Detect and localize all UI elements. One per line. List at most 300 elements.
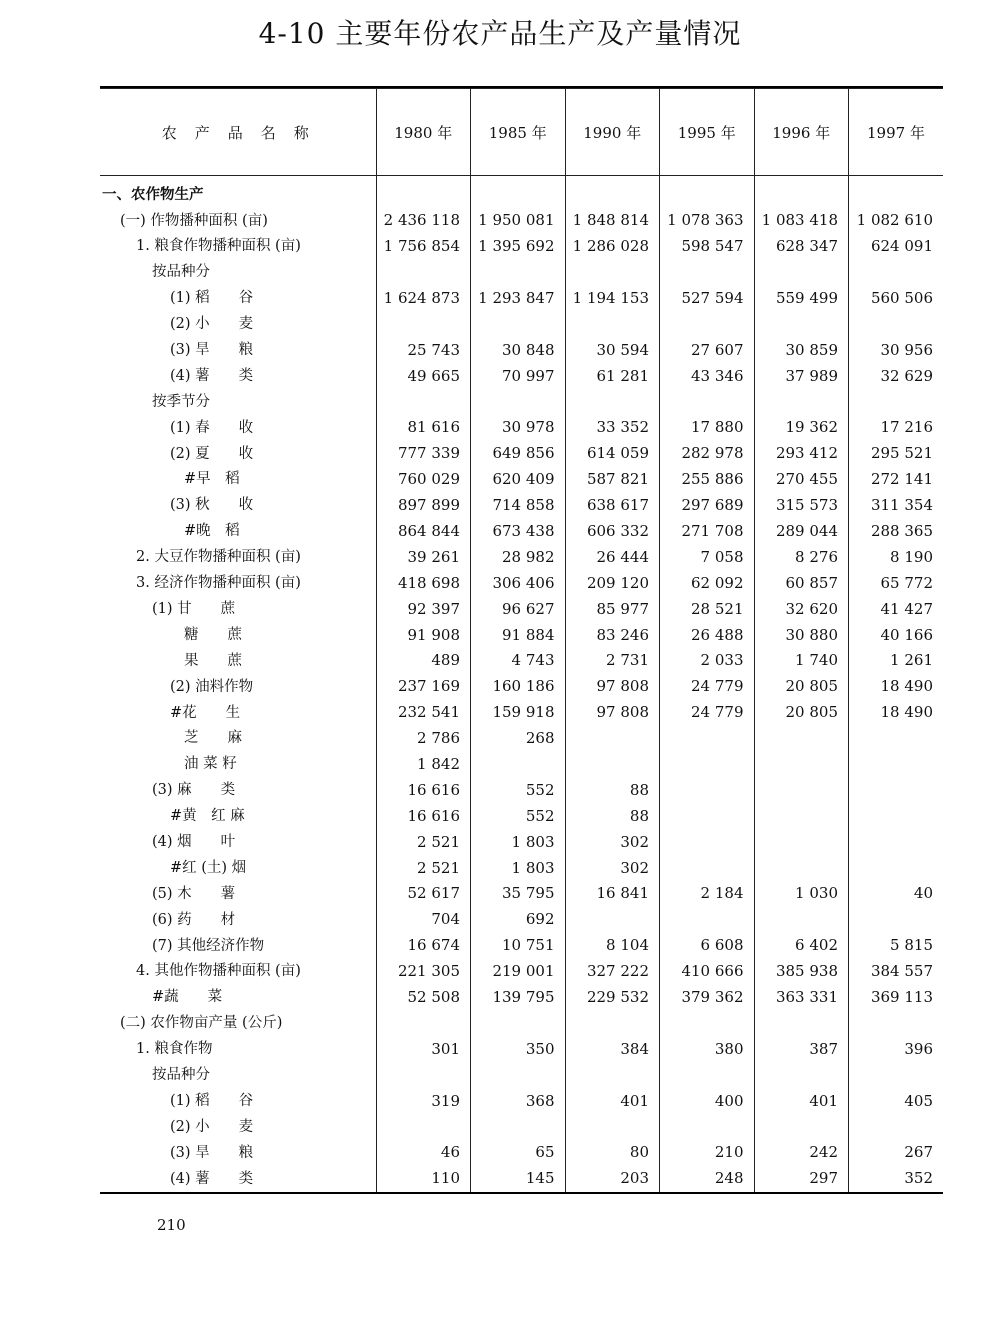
- cell-value: 293 412: [754, 441, 849, 467]
- cell-value: [660, 907, 755, 933]
- cell-value: 32 629: [849, 363, 944, 389]
- table-row: [100, 855, 943, 881]
- row-label: 芝 麻: [184, 730, 242, 747]
- cell-value: 552: [471, 803, 566, 829]
- row-label: (2) 油料作物: [170, 678, 254, 695]
- cell-value: [754, 1062, 849, 1088]
- cell-value: 5 815: [849, 933, 944, 959]
- cell-value: 1 740: [754, 648, 849, 674]
- cell-value: [376, 176, 471, 208]
- table-row: [100, 519, 943, 545]
- cell-value: 1 030: [754, 881, 849, 907]
- cell-value: 272 141: [849, 467, 944, 493]
- cell-value: 380: [660, 1036, 755, 1062]
- table-row: [100, 570, 943, 596]
- cell-value: 8 276: [754, 544, 849, 570]
- cell-value: 1 842: [376, 752, 471, 778]
- cell-value: 2 731: [565, 648, 660, 674]
- row-label: 果 蔗: [184, 652, 242, 669]
- cell-value: 327 222: [565, 959, 660, 985]
- cell-value: [660, 1114, 755, 1140]
- cell-value: [376, 260, 471, 286]
- cell-value: 649 856: [471, 441, 566, 467]
- cell-value: [660, 752, 755, 778]
- table-row: [100, 1114, 943, 1140]
- cell-value: 6 608: [660, 933, 755, 959]
- cell-value: [471, 1062, 566, 1088]
- cell-value: [660, 260, 755, 286]
- statistics-table: [100, 86, 943, 1194]
- cell-value: 384: [565, 1036, 660, 1062]
- cell-value: 52 508: [376, 985, 471, 1011]
- row-label: (3) 旱 粮: [170, 1144, 254, 1161]
- cell-value: [565, 907, 660, 933]
- table-row: [100, 700, 943, 726]
- cell-value: [849, 803, 944, 829]
- cell-value: 1 078 363: [660, 208, 755, 234]
- cell-value: 379 362: [660, 985, 755, 1011]
- cell-value: [471, 176, 566, 208]
- cell-value: [660, 1011, 755, 1037]
- cell-value: [754, 1114, 849, 1140]
- cell-value: 16 616: [376, 803, 471, 829]
- cell-value: [754, 389, 849, 415]
- row-label: 按季节分: [152, 393, 210, 410]
- cell-value: [849, 829, 944, 855]
- cell-value: 864 844: [376, 519, 471, 545]
- cell-value: 387: [754, 1036, 849, 1062]
- cell-value: 18 490: [849, 700, 944, 726]
- table-row: [100, 493, 943, 519]
- cell-value: 49 665: [376, 363, 471, 389]
- cell-value: 17 880: [660, 415, 755, 441]
- cell-value: 139 795: [471, 985, 566, 1011]
- row-label: (7) 其他经济作物: [152, 937, 265, 954]
- cell-value: 33 352: [565, 415, 660, 441]
- cell-value: [471, 260, 566, 286]
- cell-value: 1 293 847: [471, 286, 566, 312]
- cell-value: [471, 1114, 566, 1140]
- cell-value: [376, 1011, 471, 1037]
- cell-value: 30 848: [471, 337, 566, 363]
- cell-value: 46: [376, 1140, 471, 1166]
- cell-value: 295 521: [849, 441, 944, 467]
- table-row: [100, 959, 943, 985]
- cell-value: 560 506: [849, 286, 944, 312]
- cell-value: 28 982: [471, 544, 566, 570]
- cell-value: 65 772: [849, 570, 944, 596]
- row-label: #早 稻: [184, 471, 240, 488]
- cell-value: 385 938: [754, 959, 849, 985]
- table-row: [100, 881, 943, 907]
- cell-value: 1 950 081: [471, 208, 566, 234]
- header-year-1990: 1990 年: [565, 89, 660, 176]
- row-label: (3) 麻 类: [152, 782, 236, 799]
- cell-value: [660, 1062, 755, 1088]
- cell-value: [471, 311, 566, 337]
- cell-value: 160 186: [471, 674, 566, 700]
- row-label: (一) 作物播种面积 (亩): [120, 212, 268, 229]
- cell-value: 400: [660, 1088, 755, 1114]
- cell-value: 81 616: [376, 415, 471, 441]
- row-label: 4. 其他作物播种面积 (亩): [136, 963, 301, 980]
- cell-value: 598 547: [660, 234, 755, 260]
- cell-value: [849, 907, 944, 933]
- row-label: (1) 稻 谷: [170, 1092, 254, 1109]
- cell-value: 368: [471, 1088, 566, 1114]
- cell-value: 7 058: [660, 544, 755, 570]
- header-year-1980: 1980 年: [376, 89, 471, 176]
- cell-value: 40: [849, 881, 944, 907]
- cell-value: [565, 752, 660, 778]
- cell-value: 242: [754, 1140, 849, 1166]
- cell-value: 624 091: [849, 234, 944, 260]
- cell-value: 4 743: [471, 648, 566, 674]
- cell-value: 61 281: [565, 363, 660, 389]
- cell-value: [849, 260, 944, 286]
- cell-value: [376, 311, 471, 337]
- cell-value: 2 436 118: [376, 208, 471, 234]
- cell-value: 17 216: [849, 415, 944, 441]
- row-label: #红 (土) 烟: [170, 859, 247, 876]
- cell-value: 552: [471, 777, 566, 803]
- row-label: (1) 春 收: [170, 419, 254, 436]
- row-label: (6) 药 材: [152, 911, 236, 928]
- table-row: [100, 208, 943, 234]
- cell-value: 1 395 692: [471, 234, 566, 260]
- cell-value: 614 059: [565, 441, 660, 467]
- table-row: [100, 363, 943, 389]
- cell-value: 606 332: [565, 519, 660, 545]
- cell-value: 1 082 610: [849, 208, 944, 234]
- cell-value: 97 808: [565, 700, 660, 726]
- cell-value: 620 409: [471, 467, 566, 493]
- cell-value: 85 977: [565, 596, 660, 622]
- cell-value: 638 617: [565, 493, 660, 519]
- cell-value: [471, 389, 566, 415]
- row-label: (4) 烟 叶: [152, 833, 236, 850]
- cell-value: 1 194 153: [565, 286, 660, 312]
- cell-value: 315 573: [754, 493, 849, 519]
- table-row: [100, 985, 943, 1011]
- cell-value: 2 033: [660, 648, 755, 674]
- cell-value: [849, 1114, 944, 1140]
- cell-value: [565, 311, 660, 337]
- cell-value: 41 427: [849, 596, 944, 622]
- cell-value: [754, 855, 849, 881]
- row-label: (2) 小 麦: [170, 316, 254, 333]
- cell-value: [754, 260, 849, 286]
- cell-value: 1 756 854: [376, 234, 471, 260]
- cell-value: 219 001: [471, 959, 566, 985]
- cell-value: [754, 1011, 849, 1037]
- table-row: [100, 441, 943, 467]
- cell-value: [754, 829, 849, 855]
- table-row: [100, 648, 943, 674]
- row-label: 按品种分: [152, 1066, 210, 1083]
- cell-value: 40 166: [849, 622, 944, 648]
- cell-value: [754, 777, 849, 803]
- cell-value: 352: [849, 1166, 944, 1193]
- cell-value: [754, 311, 849, 337]
- cell-value: 91 908: [376, 622, 471, 648]
- row-label: 按品种分: [152, 264, 210, 281]
- row-label: (二) 农作物亩产量 (公斤): [120, 1015, 283, 1032]
- table-row: [100, 803, 943, 829]
- cell-value: 271 708: [660, 519, 755, 545]
- cell-value: 221 305: [376, 959, 471, 985]
- cell-value: 384 557: [849, 959, 944, 985]
- cell-value: 96 627: [471, 596, 566, 622]
- cell-value: 24 779: [660, 674, 755, 700]
- table-header-row: [100, 89, 943, 176]
- cell-value: [660, 855, 755, 881]
- cell-value: 19 362: [754, 415, 849, 441]
- cell-value: [565, 176, 660, 208]
- cell-value: 91 884: [471, 622, 566, 648]
- row-label: (3) 秋 收: [170, 497, 254, 514]
- table-row: [100, 752, 943, 778]
- cell-value: 282 978: [660, 441, 755, 467]
- cell-value: 289 044: [754, 519, 849, 545]
- cell-value: 30 594: [565, 337, 660, 363]
- cell-value: 270 455: [754, 467, 849, 493]
- cell-value: 16 674: [376, 933, 471, 959]
- table-row: [100, 674, 943, 700]
- table-row: [100, 907, 943, 933]
- cell-value: 350: [471, 1036, 566, 1062]
- header-year-1995: 1995 年: [660, 89, 755, 176]
- cell-value: 1 083 418: [754, 208, 849, 234]
- cell-value: [754, 176, 849, 208]
- row-label: (5) 木 薯: [152, 885, 236, 902]
- cell-value: 628 347: [754, 234, 849, 260]
- cell-value: [376, 1114, 471, 1140]
- cell-value: 16 841: [565, 881, 660, 907]
- cell-value: [565, 260, 660, 286]
- cell-value: 39 261: [376, 544, 471, 570]
- cell-value: [849, 726, 944, 752]
- cell-value: [849, 1062, 944, 1088]
- cell-value: [660, 829, 755, 855]
- cell-value: 237 169: [376, 674, 471, 700]
- cell-value: [660, 389, 755, 415]
- cell-value: 319: [376, 1088, 471, 1114]
- cell-value: 83 246: [565, 622, 660, 648]
- cell-value: 267: [849, 1140, 944, 1166]
- row-label: 2. 大豆作物播种面积 (亩): [136, 549, 301, 566]
- cell-value: 30 880: [754, 622, 849, 648]
- cell-value: 27 607: [660, 337, 755, 363]
- cell-value: [849, 855, 944, 881]
- table-row: [100, 286, 943, 312]
- row-label: (1) 甘 蔗: [152, 600, 236, 617]
- cell-value: 2 521: [376, 855, 471, 881]
- cell-value: 302: [565, 855, 660, 881]
- cell-value: 210: [660, 1140, 755, 1166]
- cell-value: 92 397: [376, 596, 471, 622]
- cell-value: [660, 311, 755, 337]
- cell-value: 288 365: [849, 519, 944, 545]
- cell-value: [660, 726, 755, 752]
- row-label: 1. 粮食作物: [136, 1041, 213, 1058]
- cell-value: 24 779: [660, 700, 755, 726]
- page-number: 210: [157, 1216, 186, 1234]
- header-year-1985: 1985 年: [471, 89, 566, 176]
- row-label: 3. 经济作物播种面积 (亩): [136, 575, 301, 592]
- cell-value: 297 689: [660, 493, 755, 519]
- row-label: (2) 小 麦: [170, 1118, 254, 1135]
- cell-value: 559 499: [754, 286, 849, 312]
- cell-value: 88: [565, 777, 660, 803]
- cell-value: [849, 1011, 944, 1037]
- cell-value: 32 620: [754, 596, 849, 622]
- cell-value: 10 751: [471, 933, 566, 959]
- cell-value: [565, 1062, 660, 1088]
- cell-value: 52 617: [376, 881, 471, 907]
- table-row: [100, 544, 943, 570]
- cell-value: 2 786: [376, 726, 471, 752]
- cell-value: 1 803: [471, 855, 566, 881]
- cell-value: 1 286 028: [565, 234, 660, 260]
- cell-value: 232 541: [376, 700, 471, 726]
- table-row: [100, 467, 943, 493]
- row-label: #花 生: [170, 704, 241, 721]
- cell-value: 209 120: [565, 570, 660, 596]
- table-row: [100, 260, 943, 286]
- cell-value: [754, 803, 849, 829]
- cell-value: [565, 389, 660, 415]
- table-row: [100, 1036, 943, 1062]
- table-row: [100, 1166, 943, 1193]
- row-label: #蔬 菜: [152, 989, 223, 1006]
- table-row: [100, 415, 943, 441]
- table-row: [100, 1011, 943, 1037]
- cell-value: [376, 1062, 471, 1088]
- table-row: [100, 389, 943, 415]
- row-label: (3) 旱 粮: [170, 342, 254, 359]
- row-label: #黄 红 麻: [170, 808, 245, 825]
- row-label: (4) 薯 类: [170, 367, 254, 384]
- table-row: [100, 1062, 943, 1088]
- cell-value: 88: [565, 803, 660, 829]
- cell-value: [849, 389, 944, 415]
- cell-value: 30 859: [754, 337, 849, 363]
- cell-value: 28 521: [660, 596, 755, 622]
- cell-value: 65: [471, 1140, 566, 1166]
- cell-value: [565, 726, 660, 752]
- cell-value: 25 743: [376, 337, 471, 363]
- cell-value: [754, 752, 849, 778]
- table-row: [100, 1088, 943, 1114]
- cell-value: [849, 777, 944, 803]
- table-row: [100, 596, 943, 622]
- header-year-1997: 1997 年: [849, 89, 944, 176]
- cell-value: 369 113: [849, 985, 944, 1011]
- cell-value: 489: [376, 648, 471, 674]
- table-row: [100, 234, 943, 260]
- cell-value: [471, 1011, 566, 1037]
- cell-value: 401: [565, 1088, 660, 1114]
- cell-value: 302: [565, 829, 660, 855]
- cell-value: 692: [471, 907, 566, 933]
- cell-value: 587 821: [565, 467, 660, 493]
- cell-value: 255 886: [660, 467, 755, 493]
- table-row: [100, 777, 943, 803]
- cell-value: 777 339: [376, 441, 471, 467]
- cell-value: 43 346: [660, 363, 755, 389]
- cell-value: 1 624 873: [376, 286, 471, 312]
- cell-value: 1 803: [471, 829, 566, 855]
- table-row: [100, 176, 943, 208]
- cell-value: 897 899: [376, 493, 471, 519]
- cell-value: [754, 726, 849, 752]
- cell-value: 8 190: [849, 544, 944, 570]
- row-label: (4) 薯 类: [100, 1166, 376, 1193]
- cell-value: [660, 176, 755, 208]
- cell-value: 70 997: [471, 363, 566, 389]
- cell-value: 159 918: [471, 700, 566, 726]
- cell-value: 60 857: [754, 570, 849, 596]
- cell-value: [849, 176, 944, 208]
- row-label: (2) 夏 收: [170, 445, 254, 462]
- cell-value: 306 406: [471, 570, 566, 596]
- row-label: #晚 稻: [184, 523, 240, 540]
- cell-value: 145: [471, 1166, 566, 1193]
- cell-value: [565, 1011, 660, 1037]
- page-title: 4-10 主要年份农产品生产及产量情况: [258, 17, 742, 50]
- cell-value: [565, 1114, 660, 1140]
- cell-value: [471, 752, 566, 778]
- cell-value: 37 989: [754, 363, 849, 389]
- cell-value: 97 808: [565, 674, 660, 700]
- table-row: [100, 829, 943, 855]
- cell-value: [849, 752, 944, 778]
- row-label: 油 菜 籽: [184, 756, 237, 773]
- cell-value: 704: [376, 907, 471, 933]
- cell-value: 203: [565, 1166, 660, 1193]
- cell-value: 62 092: [660, 570, 755, 596]
- table-body: [100, 176, 943, 1193]
- table-row: [100, 933, 943, 959]
- cell-value: 396: [849, 1036, 944, 1062]
- cell-value: 714 858: [471, 493, 566, 519]
- cell-value: 30 978: [471, 415, 566, 441]
- cell-value: 760 029: [376, 467, 471, 493]
- cell-value: 297: [754, 1166, 849, 1193]
- header-name-col: 农产品名称: [100, 89, 376, 176]
- table-row: [100, 726, 943, 752]
- cell-value: 8 104: [565, 933, 660, 959]
- cell-value: [376, 389, 471, 415]
- header-year-1996: 1996 年: [754, 89, 849, 176]
- cell-value: 110: [376, 1166, 471, 1193]
- cell-value: 16 616: [376, 777, 471, 803]
- cell-value: 405: [849, 1088, 944, 1114]
- cell-value: 527 594: [660, 286, 755, 312]
- row-label: 糖 蔗: [184, 626, 242, 643]
- cell-value: 18 490: [849, 674, 944, 700]
- row-label: 一、农作物生产: [102, 185, 204, 203]
- cell-value: 401: [754, 1088, 849, 1114]
- cell-value: 268: [471, 726, 566, 752]
- table-row: [100, 622, 943, 648]
- table-row: [100, 337, 943, 363]
- cell-value: 301: [376, 1036, 471, 1062]
- cell-value: 229 532: [565, 985, 660, 1011]
- cell-value: [660, 803, 755, 829]
- cell-value: [849, 311, 944, 337]
